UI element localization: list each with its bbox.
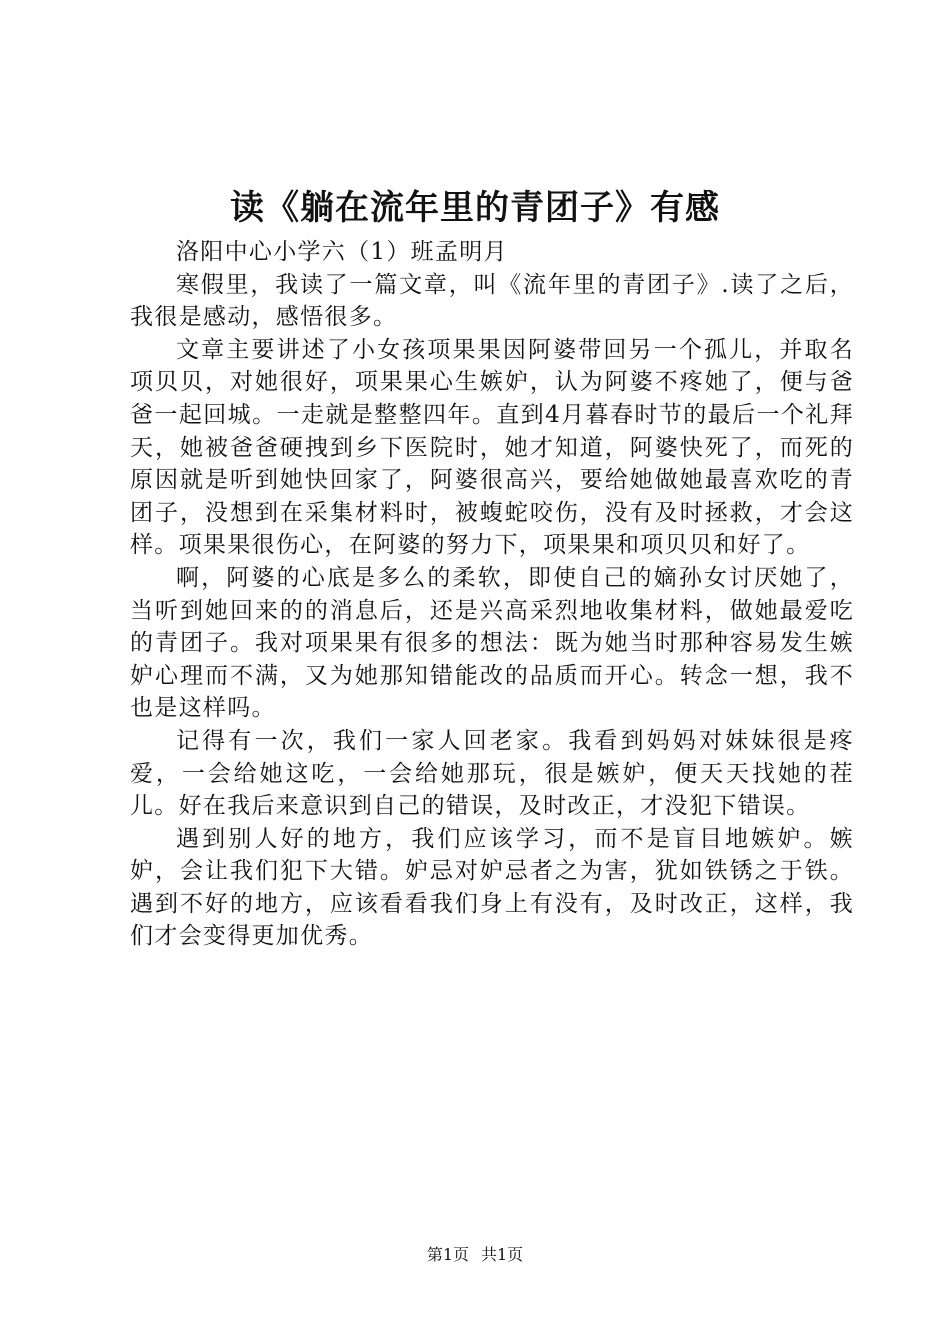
page-number: 第1页 (426, 1245, 469, 1264)
paragraph-2: 文章主要讲述了小女孩项果果因阿婆带回另一个孤儿，并取名项贝贝，对她很好，项果果心生嫉妒，认为阿婆不疼她了，便与爸爸一起回城。一走就是整整四年。直到4月暮春时节的最后一个礼拜天，她被爸爸硬拽到乡下医院时，她才知道，阿婆快死了，而死的原因就是听到她快回家了，阿婆很高兴，要给她做她最喜欢吃的青团子，没想到在采集材料时，被蝮蛇咬伤，没有及时拯救，才会这样。项果果很伤心，在阿婆的努力下，项果果和项贝贝和好了。 (130, 336, 854, 559)
author-line: 洛阳中心小学六（1）班孟明月 (176, 239, 508, 265)
paragraph-4: 记得有一次，我们一家人回老家。我看到妈妈对妹妹很是疼爱，一会给她这吃，一会给她那玩，很是嫉妒，便天天找她的茬儿。好在我后来意识到自己的错误，及时改正，才没犯下错误。 (130, 727, 854, 820)
document-title: 读《躺在流年里的青团子》有感 (230, 188, 720, 228)
page-total: 共1页 (481, 1245, 524, 1264)
paragraph-1: 寒假里，我读了一篇文章，叫《流年里的青团子》.读了之后，我很是感动，感悟很多。 (130, 271, 854, 331)
paragraph-5: 遇到别人好的地方，我们应该学习，而不是盲目地嫉妒。嫉妒，会让我们犯下大错。妒忌对妒忌者之为害，犹如铁锈之于铁。遇到不好的地方，应该看看我们身上有没有，及时改正，这样，我们才会变得更加优秀。 (130, 825, 854, 950)
page-footer (0, 1244, 950, 1266)
document-body (130, 236, 854, 953)
paragraph-3: 啊，阿婆的心底是多么的柔软，即使自己的嫡孙女讨厌她了，当听到她回来的的消息后，还是兴高采烈地收集材料，做她最爱吃的青团子。我对项果果有很多的想法：既为她当时那种容易发生嫉妒心理而不满，又为她那知错能改的品质而开心。转念一想，我不也是这样吗。 (130, 564, 854, 722)
